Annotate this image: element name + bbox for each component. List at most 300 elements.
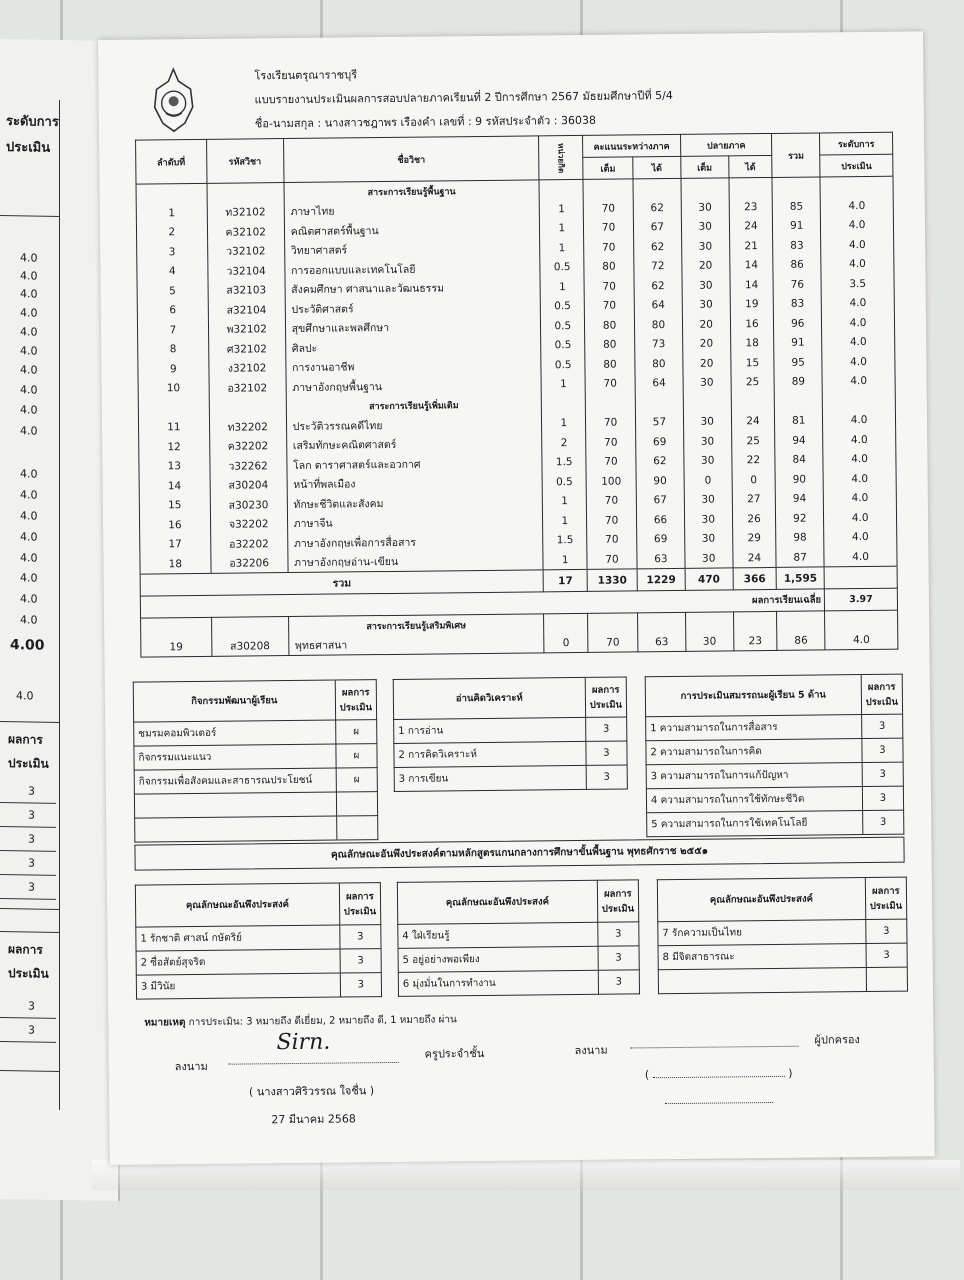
left-box1-title1: ผลการ — [8, 732, 43, 747]
list-item — [394, 765, 627, 791]
grade-cell: 25 — [731, 372, 775, 392]
grade-cell: ทักษะชีวิตและสังคม — [287, 492, 543, 514]
teacher-name: ( นางสาวศิริวรรณ ใจชื่น ) — [248, 1084, 375, 1099]
total-empty — [824, 566, 897, 589]
grade-cell: 4.0 — [822, 371, 895, 391]
traits-title-1: คุณลักษณะอันพึงประสงค์ — [135, 883, 339, 927]
grade-cell: 73 — [635, 334, 683, 354]
left-head-label: ระดับการ — [6, 114, 59, 130]
left-box1-row: 3 — [0, 875, 56, 900]
item-value: 3 — [598, 922, 639, 946]
activities-result1: ผลการ — [341, 686, 370, 698]
reading-box — [393, 676, 628, 791]
grade-cell: 96 — [774, 313, 822, 333]
left-head-label2: ประเมิน — [6, 140, 51, 156]
grade-cell: 0.5 — [541, 296, 585, 316]
grade-cell: 20 — [682, 314, 730, 334]
grade-cell: 24 — [733, 548, 777, 568]
grade-cell: 90 — [775, 469, 823, 489]
grade-cell: 87 — [776, 547, 824, 567]
col-subject: ชื่อวิชา — [283, 136, 539, 183]
grade-cell: ภาษาอังกฤษพื้นฐาน — [286, 375, 542, 397]
teacher-signature: Sirn. — [276, 1029, 331, 1056]
left-box2-row: 3 — [0, 1018, 56, 1043]
item-value: 3 — [861, 714, 902, 738]
list-item — [136, 925, 381, 952]
item-label: 2 การคิดวิเคราะห์ — [394, 741, 586, 767]
grades-body — [136, 176, 898, 657]
reading-result-head — [585, 677, 627, 717]
grade-cell: ศิลปะ — [285, 336, 541, 358]
average-label: ผลการเรียนเฉลี่ย — [140, 589, 824, 618]
list-item — [394, 717, 627, 743]
grade-cell: 1 — [543, 491, 587, 511]
reading-title: อ่านคิดวิเคราะห์ — [393, 677, 585, 719]
left-grade-value: 4.0 — [20, 383, 38, 397]
grade-cell: 24 — [729, 216, 773, 236]
grade-cell: 4.0 — [821, 293, 894, 313]
grade-cell: 16 — [730, 314, 774, 334]
grade-cell: ภาษาไทย — [284, 199, 540, 221]
traits-body-2 — [398, 922, 640, 997]
grade-cell: 4.0 — [821, 215, 894, 235]
grade-cell: 1 — [540, 277, 584, 297]
grade-cell: 4.0 — [821, 254, 894, 274]
section-cell — [209, 397, 286, 417]
grade-cell: 1 — [543, 511, 587, 531]
grade-cell: อ32206 — [211, 553, 288, 573]
parent-name-dots — [653, 1067, 785, 1078]
section-cell — [207, 183, 284, 203]
grade-cell: ศ32102 — [208, 339, 285, 359]
competency-title: การประเมินสมรรถนะผู้เรียน 5 ด้าน — [645, 675, 861, 717]
grade-cell: 70 — [585, 374, 635, 394]
competency-box — [645, 674, 905, 838]
grade-cell: 14 — [730, 275, 774, 295]
section-cell — [729, 177, 773, 197]
item-value: ผ — [336, 768, 377, 792]
grade-cell: 30 — [682, 275, 730, 295]
grade-cell: คณิตศาสตร์พื้นฐาน — [284, 219, 540, 241]
item-label: 5 ความสามารถในการใช้เทคโนโลยี — [647, 811, 863, 837]
section-cell: สาระการเรียนรู้เสริมพิเศษ — [288, 614, 544, 636]
section-cell — [539, 179, 583, 199]
plastic-sleeve-edge — [92, 1160, 960, 1190]
grade-cell: 6 — [137, 300, 208, 320]
special-cell: 4.0 — [825, 630, 898, 650]
grade-cell: อ32102 — [209, 378, 286, 398]
col-final: ปลายภาค — [680, 133, 772, 156]
grade-cell: 100 — [586, 471, 636, 491]
left-average: 4.00 — [10, 637, 45, 654]
col-final-got: ได้ — [728, 155, 772, 177]
grade-cell: 4.0 — [823, 488, 896, 508]
list-item — [398, 946, 639, 973]
item-label: 1 รักชาติ ศาสน์ กษัตริย์ — [136, 925, 340, 951]
grade-cell: 4.0 — [822, 313, 895, 333]
col-order: ลำดับที่ — [136, 139, 207, 184]
grade-cell: 70 — [587, 510, 637, 530]
grade-cell: 62 — [636, 451, 684, 471]
col-total: รวม — [772, 133, 820, 177]
total-label: รวม — [140, 570, 544, 596]
grade-cell: 70 — [587, 549, 637, 569]
grade-cell: 3 — [137, 242, 208, 262]
grade-cell: 5 — [137, 281, 208, 301]
activities-title: กิจกรรมพัฒนาผู้เรียน — [133, 680, 335, 722]
list-item — [134, 720, 377, 747]
list-item — [658, 919, 907, 946]
col-credit-label: หน่วยกิต — [556, 142, 566, 173]
school-name: โรงเรียนตรุณาราชบุรี — [254, 68, 358, 83]
item-label — [135, 816, 337, 842]
special-cell: 63 — [638, 632, 686, 652]
grade-cell: พ32102 — [208, 319, 285, 339]
grade-cell: 30 — [684, 509, 732, 529]
grade-cell: 30 — [683, 373, 731, 393]
section-cell — [635, 393, 683, 413]
section-cell — [820, 176, 893, 196]
item-value: 3 — [598, 946, 639, 970]
sign-date: 27 มีนาคม 2568 — [271, 1112, 356, 1127]
grade-cell: 30 — [681, 236, 729, 256]
parent-role: ผู้ปกครอง — [814, 1033, 860, 1047]
left-grade-value: 4.0 — [20, 488, 38, 502]
grade-cell: 4.0 — [823, 410, 896, 430]
grade-cell: ภาษาอังกฤษเพื่อการสื่อสาร — [287, 531, 543, 553]
note-label: หมายเหตุ — [144, 1017, 186, 1029]
grade-cell: 30 — [685, 548, 733, 568]
grade-cell: การงานอาชีพ — [285, 355, 541, 377]
grade-cell: 70 — [586, 491, 636, 511]
traits-title-3: คุณลักษณะอันพึงประสงค์ — [657, 878, 865, 922]
list-item — [136, 949, 381, 976]
col-level: ระดับการ — [820, 132, 893, 155]
section-cell — [825, 610, 898, 630]
grade-cell: 70 — [586, 413, 636, 433]
grade-cell: 9 — [138, 359, 209, 379]
grade-cell: 4.0 — [822, 352, 895, 372]
grade-cell: 64 — [635, 373, 683, 393]
item-label: 3 ความสามารถในการแก้ปัญหา — [646, 763, 862, 789]
item-value: 3 — [862, 762, 903, 786]
grade-cell: 90 — [636, 471, 684, 491]
section-cell — [777, 611, 825, 631]
col-credit — [539, 135, 583, 179]
left-grade-value: 4.0 — [20, 551, 38, 565]
left-grade-value: 4.0 — [20, 325, 38, 339]
total-cell: 1330 — [587, 569, 637, 592]
traits-title-2: คุณลักษณะอันพึงประสงค์ — [397, 880, 597, 924]
item-label: 4 ใฝ่เรียนรู้ — [398, 922, 598, 948]
traits-result-head-1 — [339, 883, 381, 925]
section-cell — [772, 177, 820, 197]
list-item — [136, 973, 381, 1000]
grade-cell: 70 — [584, 218, 634, 238]
list-item — [646, 762, 903, 789]
grade-cell: 85 — [773, 196, 821, 216]
activities-body — [134, 720, 378, 843]
grade-cell: 18 — [140, 554, 211, 574]
grade-cell: 4.0 — [822, 332, 895, 352]
grade-cell: 0.5 — [541, 316, 585, 336]
grade-cell: 25 — [731, 431, 775, 451]
grade-cell: ประวัติวรรณคดีไทย — [286, 414, 542, 436]
grade-cell: 4.0 — [823, 469, 896, 489]
activities-box — [133, 679, 379, 843]
grade-cell: 94 — [775, 430, 823, 450]
competency-result1: ผลการ — [867, 681, 896, 693]
parent-date-line — [665, 1093, 773, 1107]
section-cell: สาระการเรียนรู้เพิ่มเติม — [286, 394, 542, 416]
left-box2-title1: ผลการ — [8, 942, 43, 957]
grade-cell: 20 — [682, 256, 730, 276]
left-grade-value: 4.0 — [20, 592, 38, 606]
special-cell: ส30208 — [211, 636, 288, 656]
grade-cell: 4.0 — [824, 508, 897, 528]
item-value: 3 — [340, 925, 381, 949]
grade-cell: 0 — [732, 470, 776, 490]
grade-cell: 4.0 — [824, 527, 897, 547]
left-box1-row: 3 — [0, 779, 56, 804]
grade-cell: 95 — [774, 352, 822, 372]
grade-cell: 19 — [730, 294, 774, 314]
item-value: ผ — [336, 744, 377, 768]
grade-cell: 83 — [774, 294, 822, 314]
grade-cell: 80 — [585, 315, 635, 335]
grade-cell: ค32202 — [209, 436, 286, 456]
item-label: 3 การเขียน — [394, 765, 586, 791]
left-grade-value: 4.0 — [20, 530, 38, 544]
competency-result2: ประเมิน — [865, 696, 899, 708]
item-label: 4 ความสามารถในการใช้ทักษะชีวิต — [646, 787, 862, 813]
grade-cell: 62 — [633, 198, 681, 218]
grade-cell: 4.0 — [823, 449, 896, 469]
grade-cell: 70 — [584, 296, 634, 316]
section-cell — [685, 612, 733, 632]
grade-cell: 4.0 — [823, 430, 896, 450]
grade-cell: 1 — [541, 374, 585, 394]
grade-cell: 3.5 — [821, 274, 894, 294]
special-cell: 70 — [588, 632, 638, 652]
grade-cell: 17 — [140, 534, 211, 554]
competency-table — [645, 674, 905, 838]
traits-table-2 — [397, 879, 640, 997]
grade-cell: 67 — [636, 490, 684, 510]
grade-cell: 81 — [775, 411, 823, 431]
list-item — [646, 738, 903, 765]
reading-result1: ผลการ — [591, 684, 620, 696]
grade-cell: 0.5 — [542, 472, 586, 492]
section-cell — [588, 613, 638, 633]
special-cell: 23 — [733, 631, 777, 651]
left-box2-row: 3 — [0, 994, 56, 1019]
grade-cell: เสริมทักษะคณิตศาสตร์ — [286, 433, 542, 455]
item-value: 3 — [586, 741, 627, 765]
list-item — [658, 943, 907, 970]
note — [144, 1012, 457, 1030]
grade-cell: 80 — [634, 315, 682, 335]
desired-traits-banner: คุณลักษณะอันพึงประสงค์ตามหลักสูตรแกนกลางการศึกษาขั้นพื้นฐาน พุทธศักราช ๒๕๕๑ — [134, 837, 904, 871]
grades-table — [135, 132, 898, 658]
traits-result-head-2 — [597, 880, 639, 922]
item-value — [336, 792, 377, 816]
list-item — [134, 792, 377, 819]
special-cell: 86 — [777, 630, 825, 650]
grade-cell: 23 — [729, 197, 773, 217]
col-code: รหัสวิชา — [206, 139, 283, 184]
left-grade-value: 4.0 — [20, 306, 38, 320]
activities-table — [133, 679, 379, 843]
section-cell — [583, 179, 633, 199]
traits-result-head-3 — [865, 877, 907, 919]
grade-cell: 1 — [136, 203, 207, 223]
traits3-result1: ผลการ — [871, 885, 900, 897]
grade-cell: 15 — [139, 495, 210, 515]
competency-result-head — [861, 674, 903, 714]
grade-cell: การออกแบบและเทคโนโลยี — [284, 258, 540, 280]
section-cell: สาระการเรียนรู้พื้นฐาน — [284, 180, 540, 202]
grade-cell: สุขศึกษาและพลศึกษา — [285, 316, 541, 338]
grade-cell: 80 — [635, 354, 683, 374]
grade-cell: 1 — [540, 238, 584, 258]
grade-cell: 8 — [138, 339, 209, 359]
item-label: 1 ความสามารถในการสื่อสาร — [646, 715, 862, 741]
grade-cell: 63 — [637, 549, 685, 569]
grade-cell: 15 — [730, 353, 774, 373]
grade-cell: 11 — [138, 417, 209, 437]
left-grade-value: 4.0 — [20, 424, 38, 438]
grade-cell: 29 — [732, 528, 776, 548]
grade-cell: 30 — [684, 451, 732, 471]
section-cell — [733, 611, 777, 631]
grade-cell: 30 — [683, 412, 731, 432]
total-cell: 1,595 — [776, 567, 824, 589]
col-mid-full: เต็ม — [583, 157, 633, 180]
item-value: 3 — [862, 810, 903, 834]
teacher-sign-line — [229, 1053, 399, 1068]
item-label: 1 การอ่าน — [394, 717, 586, 743]
grade-cell: 20 — [683, 353, 731, 373]
list-item — [398, 922, 639, 949]
left-box1-row: 3 — [0, 827, 56, 852]
grade-cell: 72 — [634, 256, 682, 276]
item-label: 5 อยู่อย่างพอเพียง — [398, 946, 598, 972]
section-cell — [681, 178, 729, 198]
left-grade-value: 4.0 — [20, 287, 38, 301]
grade-cell: 86 — [773, 255, 821, 275]
grade-cell: 69 — [637, 529, 685, 549]
total-cell: 17 — [544, 569, 588, 591]
item-label: 7 รักความเป็นไทย — [658, 920, 866, 946]
left-box-2-title — [8, 937, 49, 986]
grade-cell: 4 — [137, 261, 208, 281]
traits2-result2: ประเมิน — [601, 902, 635, 915]
left-box2-title2: ประเมิน — [8, 966, 49, 981]
col-level2: ประเมิน — [820, 154, 893, 177]
list-item — [647, 810, 904, 837]
item-value: 3 — [586, 765, 627, 789]
grade-cell: 84 — [775, 450, 823, 470]
grade-cell: 21 — [729, 236, 773, 256]
left-box1-row: 3 — [0, 851, 56, 876]
traits-box-1 — [135, 882, 382, 1000]
traits1-result2: ประเมิน — [343, 905, 377, 917]
section-cell — [822, 391, 895, 411]
item-value: 3 — [340, 973, 381, 997]
grade-cell: ส32104 — [208, 300, 285, 320]
grade-cell: หน้าที่พลเมือง — [287, 472, 543, 494]
grade-cell: 70 — [584, 276, 634, 296]
grade-cell: 1 — [542, 413, 586, 433]
section-cell — [136, 183, 207, 203]
item-label: กิจกรรมแนะแนว — [134, 744, 336, 770]
grade-cell: ภาษาอังกฤษอ่าน-เขียน — [288, 550, 544, 572]
grade-cell: 14 — [729, 255, 773, 275]
left-grade-value: 4.0 — [20, 363, 38, 377]
total-cell: 1229 — [637, 568, 685, 590]
left-grade-value: 4.0 — [20, 509, 38, 523]
left-box1-title2: ประเมิน — [8, 756, 49, 771]
traits-body-1 — [136, 925, 382, 1000]
item-label: ชมรมคอมพิวเตอร์ — [134, 720, 336, 746]
grade-cell: 26 — [732, 509, 776, 529]
grade-cell: 1.5 — [542, 452, 586, 472]
grade-cell: 4.0 — [821, 235, 894, 255]
grade-cell: 70 — [584, 237, 634, 257]
grade-cell: 70 — [586, 432, 636, 452]
grade-cell: 62 — [634, 276, 682, 296]
section-cell — [683, 392, 731, 412]
col-midterm: คะแนนระหว่างภาค — [583, 134, 681, 157]
activities-result2: ประเมิน — [339, 701, 373, 714]
grade-cell: 24 — [731, 411, 775, 431]
grade-cell: 20 — [682, 334, 730, 354]
grade-cell: 0.5 — [541, 335, 585, 355]
section-cell — [141, 617, 212, 637]
grade-cell: 30 — [685, 529, 733, 549]
list-item — [135, 816, 378, 843]
left-box-1-title — [8, 727, 49, 776]
item-value: 3 — [862, 738, 903, 762]
item-value: 3 — [866, 943, 907, 967]
reading-body — [394, 717, 628, 791]
grade-cell: 66 — [636, 510, 684, 530]
special-cell: 30 — [686, 631, 734, 651]
traits-table-1 — [135, 882, 382, 1000]
grade-cell: ว32102 — [207, 241, 284, 261]
left-grade-value: 4.0 — [20, 269, 38, 283]
grade-cell: 76 — [773, 274, 821, 294]
grade-cell: 80 — [585, 335, 635, 355]
total-cell: 366 — [733, 567, 777, 589]
grade-cell: จ32202 — [210, 514, 287, 534]
parent-sign-label: ลงนาม — [574, 1043, 608, 1058]
left-grade-value: 4.0 — [20, 467, 38, 481]
grade-cell: ส30204 — [210, 475, 287, 495]
grade-cell: 80 — [585, 354, 635, 374]
parent-name-line: ( ) — [644, 1066, 793, 1082]
grade-cell: 83 — [773, 235, 821, 255]
left-grade-value: 4.0 — [20, 613, 38, 627]
grade-cell: 0 — [684, 470, 732, 490]
reading-result2: ประเมิน — [589, 699, 623, 711]
grade-cell: 2 — [542, 433, 586, 453]
col-mid-got: ได้ — [633, 156, 681, 178]
grade-cell: ประวัติศาสตร์ — [285, 297, 541, 319]
traits-body-3 — [658, 919, 908, 994]
grade-cell: 7 — [137, 320, 208, 340]
